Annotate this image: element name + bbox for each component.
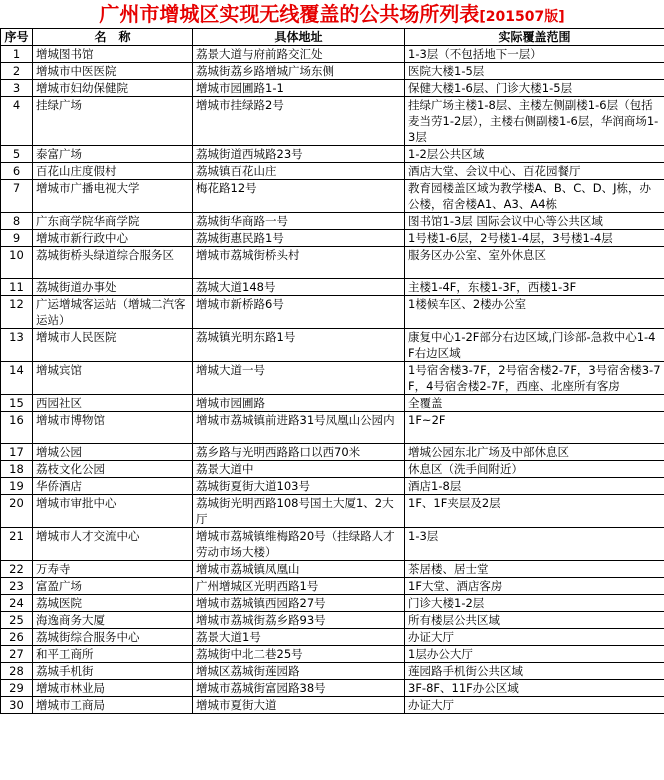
row-number: 20 bbox=[1, 495, 33, 528]
row-number: 6 bbox=[1, 163, 33, 180]
row-address: 增城市园圃路1-1 bbox=[193, 80, 405, 97]
row-coverage: 莲园路手机街公共区域 bbox=[405, 663, 664, 680]
row-number: 9 bbox=[1, 230, 33, 247]
row-number: 10 bbox=[1, 247, 33, 279]
row-coverage: 医院大楼1-5层 bbox=[405, 63, 664, 80]
row-address: 荔城街光明西路108号国土大厦1、2大厅 bbox=[193, 495, 405, 528]
row-number: 28 bbox=[1, 663, 33, 680]
row-name: 增城宾馆 bbox=[33, 362, 193, 395]
row-name: 增城公园 bbox=[33, 444, 193, 461]
table-row bbox=[1, 612, 664, 629]
row-number: 11 bbox=[1, 279, 33, 296]
row-number: 19 bbox=[1, 478, 33, 495]
row-number: 7 bbox=[1, 180, 33, 213]
row-address: 荔乡路与光明西路路口以西70米 bbox=[193, 444, 405, 461]
row-address: 增城市夏街大道 bbox=[193, 697, 405, 714]
row-address: 荔城街荔乡路增城广场东侧 bbox=[193, 63, 405, 80]
table-row bbox=[1, 697, 664, 714]
row-name: 荔城医院 bbox=[33, 595, 193, 612]
table-row bbox=[1, 180, 664, 213]
row-name: 荔枝文化公园 bbox=[33, 461, 193, 478]
row-number: 27 bbox=[1, 646, 33, 663]
row-address: 荔城镇百花山庄 bbox=[193, 163, 405, 180]
row-name: 增城市新行政中心 bbox=[33, 230, 193, 247]
row-coverage: 服务区办公室、室外休息区 bbox=[405, 247, 664, 279]
table-row bbox=[1, 461, 664, 478]
row-number: 15 bbox=[1, 395, 33, 412]
row-name: 增城市广播电视大学 bbox=[33, 180, 193, 213]
table-row bbox=[1, 680, 664, 697]
row-address: 荔城大道148号 bbox=[193, 279, 405, 296]
row-address: 增城市荔城镇前进路31号凤凰山公园内 bbox=[193, 412, 405, 444]
table-row bbox=[1, 163, 664, 180]
header-address: 具体地址 bbox=[193, 29, 405, 46]
document-title bbox=[0, 0, 664, 28]
row-coverage: 门诊大楼1-2层 bbox=[405, 595, 664, 612]
row-number: 18 bbox=[1, 461, 33, 478]
row-name: 增城市中医医院 bbox=[33, 63, 193, 80]
row-number: 30 bbox=[1, 697, 33, 714]
row-number: 4 bbox=[1, 97, 33, 146]
row-number: 1 bbox=[1, 46, 33, 63]
row-address: 荔景大道中 bbox=[193, 461, 405, 478]
row-name: 海逸商务大厦 bbox=[33, 612, 193, 629]
row-coverage: 挂绿广场主楼1-8层、主楼左侧副楼1-6层（包括麦当劳1-2层），主楼右侧副楼1-6层，华润商场1-3层 bbox=[405, 97, 664, 146]
table-row bbox=[1, 663, 664, 680]
row-name: 万寿寺 bbox=[33, 561, 193, 578]
row-name: 增城市人才交流中心 bbox=[33, 528, 193, 561]
row-number: 29 bbox=[1, 680, 33, 697]
row-name: 增城图书馆 bbox=[33, 46, 193, 63]
row-number: 23 bbox=[1, 578, 33, 595]
row-coverage: 主楼1-4F，东楼1-3F，西楼1-3F bbox=[405, 279, 664, 296]
row-name: 西园社区 bbox=[33, 395, 193, 412]
row-address: 增城市园圃路 bbox=[193, 395, 405, 412]
table-row bbox=[1, 495, 664, 528]
row-name: 增城市妇幼保健院 bbox=[33, 80, 193, 97]
row-coverage: 1F~2F bbox=[405, 412, 664, 444]
row-name: 泰富广场 bbox=[33, 146, 193, 163]
row-coverage: 1号宿舍楼3-7F，2号宿舍楼2-7F，3号宿舍楼3-7F，4号宿舍楼2-7F，西座、北座所有客房 bbox=[405, 362, 664, 395]
row-name: 增城市工商局 bbox=[33, 697, 193, 714]
row-name: 增城市林业局 bbox=[33, 680, 193, 697]
row-coverage: 酒店大堂、会议中心、百花园餐厅 bbox=[405, 163, 664, 180]
table-row bbox=[1, 213, 664, 230]
row-coverage: 办证大厅 bbox=[405, 697, 664, 714]
row-number: 22 bbox=[1, 561, 33, 578]
row-name: 荔城街道办事处 bbox=[33, 279, 193, 296]
row-address: 增城市荔城镇维梅路20号（挂绿路人才劳动市场大楼） bbox=[193, 528, 405, 561]
row-address: 增城市荔城镇西园路27号 bbox=[193, 595, 405, 612]
row-name: 增城市博物馆 bbox=[33, 412, 193, 444]
table-row bbox=[1, 578, 664, 595]
row-name: 荔城手机街 bbox=[33, 663, 193, 680]
row-coverage: 1-3层（不包括地下一层） bbox=[405, 46, 664, 63]
row-name: 增城市人民医院 bbox=[33, 329, 193, 362]
row-address: 增城市挂绿路2号 bbox=[193, 97, 405, 146]
header-no: 序号 bbox=[1, 29, 33, 46]
row-number: 2 bbox=[1, 63, 33, 80]
row-name: 荔城街桥头绿道综合服务区 bbox=[33, 247, 193, 279]
row-coverage: 1层办公大厅 bbox=[405, 646, 664, 663]
table-row bbox=[1, 230, 664, 247]
row-address: 增城区荔城街莲园路 bbox=[193, 663, 405, 680]
row-coverage: 1F大堂、酒店客房 bbox=[405, 578, 664, 595]
table-row bbox=[1, 395, 664, 412]
row-address: 梅花路12号 bbox=[193, 180, 405, 213]
row-name: 增城市审批中心 bbox=[33, 495, 193, 528]
row-coverage: 1-2层公共区域 bbox=[405, 146, 664, 163]
row-coverage: 增城公园东北广场及中部休息区 bbox=[405, 444, 664, 461]
table-row bbox=[1, 444, 664, 461]
row-address: 荔景大道1号 bbox=[193, 629, 405, 646]
row-address: 荔城街华商路一号 bbox=[193, 213, 405, 230]
row-number: 8 bbox=[1, 213, 33, 230]
title-version-tag: [201507版] bbox=[479, 9, 565, 25]
row-number: 26 bbox=[1, 629, 33, 646]
table-row bbox=[1, 629, 664, 646]
row-coverage: 酒店1-8层 bbox=[405, 478, 664, 495]
header-name: 名 称 bbox=[33, 29, 193, 46]
row-coverage: 所有楼层公共区域 bbox=[405, 612, 664, 629]
row-number: 12 bbox=[1, 296, 33, 329]
table-row bbox=[1, 63, 664, 80]
table-body bbox=[1, 46, 664, 714]
table-row bbox=[1, 279, 664, 296]
row-address: 荔城街夏街大道103号 bbox=[193, 478, 405, 495]
row-coverage: 教育园楼盖区域为教学楼A、B、C、D、J栋，办公楼，宿舍楼A1、A3、A4栋 bbox=[405, 180, 664, 213]
row-coverage: 1F、1F夹层及2层 bbox=[405, 495, 664, 528]
row-coverage: 休息区（洗手间附近） bbox=[405, 461, 664, 478]
header-coverage: 实际覆盖范围 bbox=[405, 29, 664, 46]
row-coverage: 茶居楼、居士堂 bbox=[405, 561, 664, 578]
row-number: 16 bbox=[1, 412, 33, 444]
row-address: 增城市荔城镇凤凰山 bbox=[193, 561, 405, 578]
table-row bbox=[1, 146, 664, 163]
table-row bbox=[1, 528, 664, 561]
table-row bbox=[1, 478, 664, 495]
table-header-row bbox=[1, 29, 664, 46]
row-coverage: 康复中心1-2F部分右边区域,门诊部-急救中心1-4F右边区域 bbox=[405, 329, 664, 362]
table-row bbox=[1, 362, 664, 395]
row-name: 和平工商所 bbox=[33, 646, 193, 663]
row-coverage: 保健大楼1-6层、门诊大楼1-5层 bbox=[405, 80, 664, 97]
table-row bbox=[1, 46, 664, 63]
row-name: 荔城街综合服务中心 bbox=[33, 629, 193, 646]
table-row bbox=[1, 80, 664, 97]
row-coverage: 1号楼1-6层，2号楼1-4层，3号楼1-4层 bbox=[405, 230, 664, 247]
row-address: 荔景大道与府前路交汇处 bbox=[193, 46, 405, 63]
row-number: 21 bbox=[1, 528, 33, 561]
row-name: 广东商学院华商学院 bbox=[33, 213, 193, 230]
row-address: 增城市荔城街富园路38号 bbox=[193, 680, 405, 697]
row-name: 华侨酒店 bbox=[33, 478, 193, 495]
row-number: 25 bbox=[1, 612, 33, 629]
table-row bbox=[1, 296, 664, 329]
row-address: 荔城街惠民路1号 bbox=[193, 230, 405, 247]
row-name: 挂绿广场 bbox=[33, 97, 193, 146]
row-number: 24 bbox=[1, 595, 33, 612]
wifi-locations-table bbox=[0, 28, 664, 714]
row-name: 百花山庄度假村 bbox=[33, 163, 193, 180]
row-address: 增城市新桥路6号 bbox=[193, 296, 405, 329]
table-row bbox=[1, 412, 664, 444]
row-address: 增城大道一号 bbox=[193, 362, 405, 395]
table-row bbox=[1, 97, 664, 146]
table-row bbox=[1, 247, 664, 279]
row-coverage: 3F-8F、11F办公区域 bbox=[405, 680, 664, 697]
row-number: 5 bbox=[1, 146, 33, 163]
row-coverage: 1-3层 bbox=[405, 528, 664, 561]
table-row bbox=[1, 561, 664, 578]
row-number: 17 bbox=[1, 444, 33, 461]
table-row bbox=[1, 595, 664, 612]
row-address: 荔城镇光明东路1号 bbox=[193, 329, 405, 362]
row-coverage: 办证大厅 bbox=[405, 629, 664, 646]
table-row bbox=[1, 646, 664, 663]
row-coverage: 1楼候车区、2楼办公室 bbox=[405, 296, 664, 329]
row-address: 广州增城区光明西路1号 bbox=[193, 578, 405, 595]
row-address: 荔城街道西城路23号 bbox=[193, 146, 405, 163]
table-row bbox=[1, 329, 664, 362]
row-name: 广运增城客运站（增城二汽客运站） bbox=[33, 296, 193, 329]
row-name: 富盈广场 bbox=[33, 578, 193, 595]
row-address: 荔城街中北二巷25号 bbox=[193, 646, 405, 663]
row-number: 13 bbox=[1, 329, 33, 362]
title-main: 广州市增城区实现无线覆盖的公共场所列表 bbox=[99, 2, 480, 26]
row-coverage: 全覆盖 bbox=[405, 395, 664, 412]
row-number: 14 bbox=[1, 362, 33, 395]
row-coverage: 图书馆1-3层 国际会议中心等公共区域 bbox=[405, 213, 664, 230]
row-address: 增城市荔城街荔乡路93号 bbox=[193, 612, 405, 629]
row-number: 3 bbox=[1, 80, 33, 97]
row-address: 增城市荔城街桥头村 bbox=[193, 247, 405, 279]
